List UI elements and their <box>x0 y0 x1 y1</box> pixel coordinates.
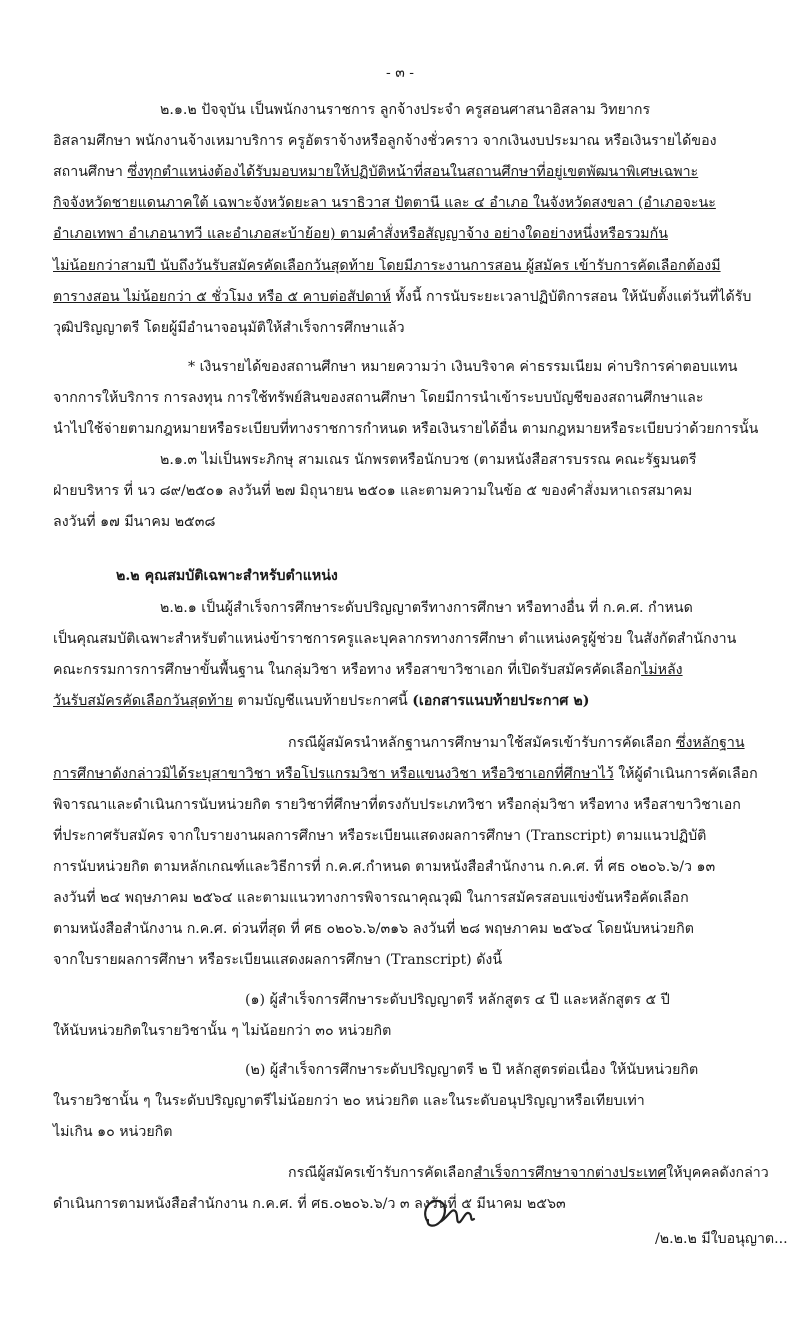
evidence-line <box>288 733 745 753</box>
underlined-text: ไม่หลัง <box>641 662 683 678</box>
underlined-text: ซึ่งหลักฐาน <box>675 735 745 751</box>
text: ให้ผู้ดำเนินการคัดเลือก <box>613 766 758 782</box>
para-212-line: ๒.๑.๒ ปัจจุบัน เป็นพนักงานราชการ ลูกจ้างประจำ ครูสอนศาสนาอิสลาม วิทยากร <box>160 102 651 118</box>
evidence-line: การนับหน่วยกิต ตามหลักเกณฑ์และวิธีการที่ ก.ค.ศ.กำหนด ตามหนังสือสำนักงาน ก.ค.ศ. ที่ ศธ ๐๒๐๖.๖/ว ๑๓ <box>53 859 716 875</box>
text: สถานศึกษา <box>53 164 128 180</box>
evidence-line: พิจารณาและดำเนินการนับหน่วยกิต รายวิชาที่ศึกษาที่ตรงกับประเภทวิชา หรือกลุ่มวิชา หรือทาง หรือสาขาวิชาเอก <box>53 797 741 813</box>
evidence-line: ตามหนังสือสำนักงาน ก.ค.ศ. ด่วนที่สุด ที่ ศธ ๐๒๐๖.๖/๓๑๖ ลงวันที่ ๒๘ พฤษภาคม ๒๕๖๔ โดยนับหน่วยกิต <box>53 921 694 937</box>
continuation-marker: /๒.๒.๒ มีใบอนุญาต... <box>655 1231 788 1247</box>
para-213-line: ลงวันที่ ๑๗ มีนาคม ๒๕๓๘ <box>53 514 216 530</box>
item-1-line: (๑) ผู้สำเร็จการศึกษาระดับปริญญาตรี หลักสูตร ๔ ปี และหลักสูตร ๕ ปี <box>245 992 670 1008</box>
para-221-line: ๒.๒.๑ เป็นผู้สำเร็จการศึกษาระดับปริญญาตรีทางการศึกษา หรือทางอื่น ที่ ก.ค.ศ. กำหนด <box>160 600 693 616</box>
para-212-line: วุฒิปริญญาตรี โดยผู้มีอำนาจอนุมัติให้สำเร็จการศึกษาแล้ว <box>53 320 405 336</box>
item-1-line: ให้นับหน่วยกิตในรายวิชานั้น ๆ ไม่น้อยกว่า ๓๐ หน่วยกิต <box>53 1023 392 1039</box>
para-213-line: ฝ่ายบริหาร ที่ นว ๘๙/๒๕๐๑ ลงวันที่ ๒๗ มิถุนายน ๒๕๐๑ และตามความในข้อ ๕ ของคำสั่งมหาเถรสมาคม <box>53 483 693 499</box>
section-heading: ๒.๒ คุณสมบัติเฉพาะสำหรับตำแหน่ง <box>116 568 338 584</box>
text: คณะกรรมการการศึกษาขั้นพื้นฐาน ในกลุ่มวิชา หรือทาง หรือสาขาวิชาเอก ที่เปิดรับสมัครคัดเลือก <box>53 662 642 678</box>
text: ให้บุคคลดังกล่าว <box>666 1165 769 1181</box>
abroad-line: ดำเนินการตามหนังสือสำนักงาน ก.ค.ศ. ที่ ศธ.๐๒๐๖.๖/ว ๓ ลงวันที่ ๕ มีนาคม ๒๕๖๓ <box>53 1196 566 1212</box>
text: ทั้งนี้ การนับระยะเวลาปฏิบัติการสอน ให้นับตั้งแต่วันที่ได้รับ <box>391 289 752 305</box>
para-212-line: อำเภอเทพา อำเภอนาทวี และอำเภอสะบ้าย้อย) ตามคำสั่งหรือสัญญาจ้าง อย่างใดอย่างหนึ่งหรือรวมกัน <box>53 226 668 242</box>
underlined-text: สำเร็จการศึกษาจากต่างประเทศ <box>473 1165 667 1181</box>
text: ตามบัญชีแนบท้ายประกาศนี้ <box>232 693 413 709</box>
underlined-text: การศึกษาดังกล่าวมิได้ระบุสาขาวิชา หรือโปรแกรมวิชา หรือแขนงวิชา หรือวิชาเอกที่ศึกษาไว้ <box>53 766 614 782</box>
para-212-line: ไม่น้อยกว่าสามปี นับถึงวันรับสมัครคัดเลือกวันสุดท้าย โดยมีภาระงานการสอน ผู้สมัคร เข้ารับการคัดเลือกต้องมี <box>53 258 721 274</box>
evidence-line: จากใบรายผลการศึกษา หรือระเบียนแสดงผลการศึกษา (Transcript) ดังนี้ <box>53 952 503 968</box>
item-2-line: (๒) ผู้สำเร็จการศึกษาระดับปริญญาตรี ๒ ปี หลักสูตรต่อเนื่อง ให้นับหน่วยกิต <box>245 1062 699 1078</box>
page-number: - ๓ - <box>386 65 414 81</box>
evidence-line: ที่ประกาศรับสมัคร จากใบรายงานผลการศึกษา หรือระเบียนแสดงผลการศึกษา (Transcript) ตามแนวปฏิบัติ <box>53 828 707 844</box>
bold-text: (เอกสารแนบท้ายประกาศ ๒) <box>412 693 590 709</box>
para-212-line <box>53 162 698 182</box>
handwritten-signature <box>418 1192 488 1238</box>
para-221-line <box>53 691 589 711</box>
para-221-line <box>53 660 683 680</box>
note-line: นำไปใช้จ่ายตามกฎหมายหรือระเบียบที่ทางราชการกำหนด หรือเงินรายได้อื่น ตามกฎหมายหรือระเบียบว่าด้วยการนั้น <box>53 421 759 437</box>
para-212-line: อิสลามศึกษา พนักงานจ้างเหมาบริการ ครูอัตราจ้างหรือลูกจ้างชั่วคราว จากเงินงบประมาณ หรือเงินรายได้ของ <box>53 133 717 149</box>
text: กรณีผู้สมัครนำหลักฐานการศึกษามาใช้สมัครเข้ารับการคัดเลือก <box>288 735 676 751</box>
evidence-line <box>53 764 758 784</box>
underlined-text: ซึ่งทุกตำแหน่งต้องได้รับมอบหมายให้ปฏิบัติหน้าที่สอนในสถานศึกษาที่อยู่เขตพัฒนาพิเศษเฉพาะ <box>127 164 699 180</box>
underlined-text: วันรับสมัครคัดเลือกวันสุดท้าย <box>53 693 233 709</box>
note-line: * เงินรายได้ของสถานศึกษา หมายความว่า เงินบริจาค ค่าธรรมเนียม ค่าบริการค่าตอบแทน <box>188 359 738 375</box>
item-2-line: ในรายวิชานั้น ๆ ในระดับปริญญาตรีไม่น้อยกว่า ๒๐ หน่วยกิต และในระดับอนุปริญญาหรือเทียบเท่า <box>53 1093 645 1109</box>
abroad-line <box>288 1163 769 1183</box>
note-line: จากการให้บริการ การลงทุน การใช้ทรัพย์สินของสถานศึกษา โดยมีการนำเข้าระบบบัญชีของสถานศึกษาและ <box>53 390 704 406</box>
item-2-line: ไม่เกิน ๑๐ หน่วยกิต <box>53 1124 173 1140</box>
underlined-text: ตารางสอน ไม่น้อยกว่า ๕ ชั่วโมง หรือ ๕ คาบต่อสัปดาห์ <box>53 289 392 305</box>
para-213-line: ๒.๑.๓ ไม่เป็นพระภิกษุ สามเณร นักพรตหรือนักบวช (ตามหนังสือสารบรรณ คณะรัฐมนตรี <box>160 452 697 468</box>
text: กรณีผู้สมัครเข้ารับการคัดเลือก <box>288 1165 474 1181</box>
para-221-line: เป็นคุณสมบัติเฉพาะสำหรับตำแหน่งข้าราชการครูและบุคลากรทางการศึกษา ตำแหน่งครูผู้ช่วย ในสังกัดสำนักงาน <box>53 631 737 647</box>
para-212-line <box>53 287 751 307</box>
evidence-line: ลงวันที่ ๒๔ พฤษภาคม ๒๕๖๔ และตามแนวทางการพิจารณาคุณวุฒิ ในการสมัครสอบแข่งขันหรือคัดเลือก <box>53 890 689 906</box>
para-212-line: กิจจังหวัดชายแดนภาคใต้ เฉพาะจังหวัดยะลา นราธิวาส ปัตตานี และ ๔ อำเภอ ในจังหวัดสงขลา (อำเภอจะนะ <box>53 195 716 211</box>
